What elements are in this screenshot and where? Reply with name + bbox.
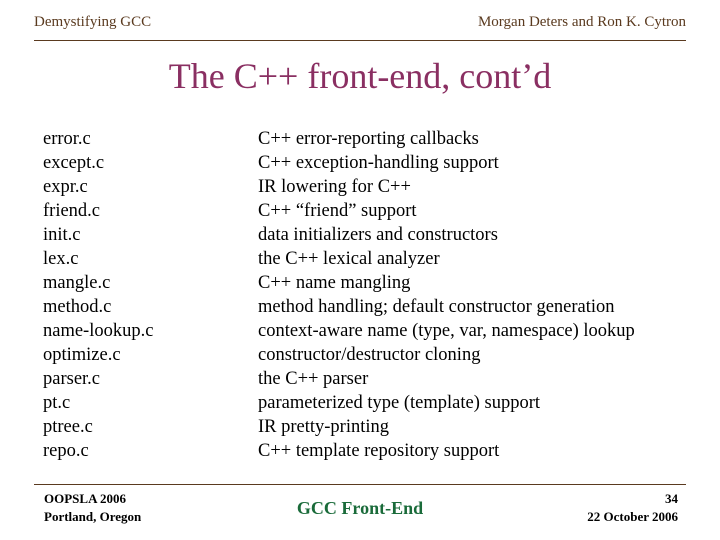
list-item <box>43 319 703 343</box>
file-description: C++ “friend” support <box>258 201 417 221</box>
list-item <box>43 247 703 271</box>
list-item <box>43 343 703 367</box>
file-name: mangle.c <box>43 273 111 293</box>
file-name: method.c <box>43 297 112 317</box>
file-description: C++ error-reporting callbacks <box>258 129 479 149</box>
file-name: ptree.c <box>43 417 93 437</box>
file-name: except.c <box>43 153 105 173</box>
list-item <box>43 295 703 319</box>
file-name: repo.c <box>43 441 89 461</box>
list-item <box>43 175 703 199</box>
list-item <box>43 271 703 295</box>
file-description: method handling; default constructor generation <box>258 297 615 317</box>
list-item <box>43 223 703 247</box>
file-description: constructor/destructor cloning <box>258 345 481 365</box>
footer-date: 22 October 2006 <box>587 509 678 524</box>
file-description: the C++ parser <box>258 369 369 389</box>
list-item <box>43 391 703 415</box>
file-description: data initializers and constructors <box>258 225 498 245</box>
file-name: name-lookup.c <box>43 321 154 341</box>
footer-conference-location: Portland, Oregon <box>44 509 142 524</box>
file-description: C++ name mangling <box>258 273 411 293</box>
header-authors: Morgan Deters and Ron K. Cytron <box>477 14 686 30</box>
file-description: IR pretty-printing <box>258 417 390 437</box>
list-item <box>43 367 703 391</box>
header-divider <box>34 40 686 41</box>
file-description: C++ template repository support <box>258 441 500 461</box>
file-description: C++ exception-handling support <box>258 153 499 173</box>
list-item <box>43 199 703 223</box>
file-name: init.c <box>43 225 81 245</box>
file-name: friend.c <box>43 201 101 221</box>
file-description-list <box>43 127 703 463</box>
footer-page-info <box>587 490 678 526</box>
file-description: context-aware name (type, var, namespace) lookup <box>258 321 635 341</box>
file-description: IR lowering for C++ <box>258 177 411 197</box>
file-name: lex.c <box>43 249 79 269</box>
list-item <box>43 127 703 151</box>
file-description: the C++ lexical analyzer <box>258 249 440 269</box>
header-course-title: Demystifying GCC <box>34 14 152 30</box>
file-name: pt.c <box>43 393 71 413</box>
page-number: 34 <box>665 491 678 506</box>
file-description: parameterized type (template) support <box>258 393 540 413</box>
file-name: expr.c <box>43 177 88 197</box>
list-item <box>43 439 703 463</box>
footer-divider <box>34 484 686 485</box>
file-name: parser.c <box>43 369 101 389</box>
footer-section-title: GCC Front-End <box>296 498 424 518</box>
list-item <box>43 151 703 175</box>
footer-conference-name: OOPSLA 2006 <box>44 491 126 506</box>
file-name: optimize.c <box>43 345 121 365</box>
list-item <box>43 415 703 439</box>
file-name: error.c <box>43 129 91 149</box>
slide-title: The C++ front-end, cont’d <box>168 56 552 96</box>
